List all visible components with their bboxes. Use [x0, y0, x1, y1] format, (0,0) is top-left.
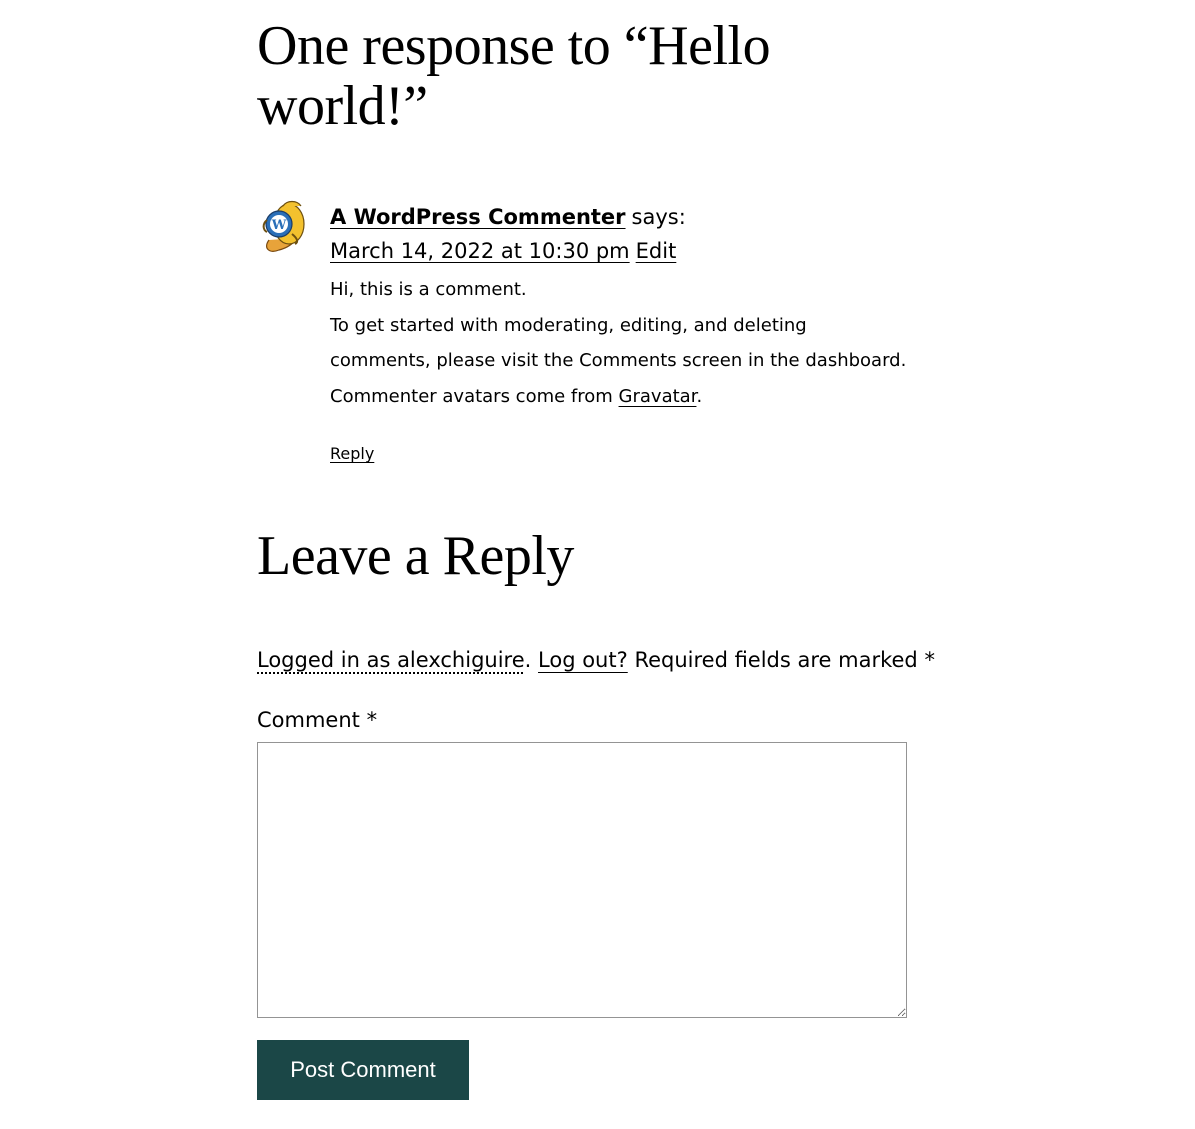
logged-in-separator: . [524, 648, 532, 672]
comment-author-link[interactable]: A WordPress Commenter [330, 205, 626, 229]
comment-field-label [257, 703, 377, 737]
comment-reply-link[interactable]: Reply [330, 444, 375, 463]
comment-text-line: Hi, this is a comment. [330, 279, 527, 300]
required-fields-note: Required fields are marked [634, 648, 918, 672]
logged-in-as-link[interactable]: Logged in as alexchiguire [257, 648, 525, 672]
required-marker: * [924, 648, 935, 672]
logout-link[interactable]: Log out? [538, 648, 628, 672]
comment-text-line [330, 379, 907, 415]
post-comment-button[interactable]: Post Comment [257, 1040, 469, 1100]
comment-text-line: To get started with moderating, editing, and deleting comments, please visit the Comments screen in the dashboard. [330, 314, 907, 371]
comments-title: One response to “Hello world!” [257, 15, 771, 137]
required-marker: * [366, 708, 378, 732]
logged-in-notice [257, 643, 935, 677]
gravatar-avatar-icon [259, 198, 309, 254]
reply-title: Leave a Reply [257, 525, 574, 587]
comment-date-link[interactable]: March 14, 2022 at 10:30 pm [330, 239, 630, 263]
svg-text:W: W [271, 218, 287, 233]
comment-text-suffix: . [696, 385, 703, 407]
comment-says-label: says: [631, 205, 686, 229]
comment-edit-link[interactable]: Edit [635, 239, 677, 263]
comment-text-prefix: Commenter avatars come from [330, 385, 619, 407]
gravatar-link[interactable]: Gravatar [618, 385, 697, 407]
comment-textarea[interactable] [257, 742, 907, 1018]
comment-meta [330, 200, 686, 268]
comment-content [330, 272, 907, 414]
comment-label-text: Comment [257, 708, 360, 732]
